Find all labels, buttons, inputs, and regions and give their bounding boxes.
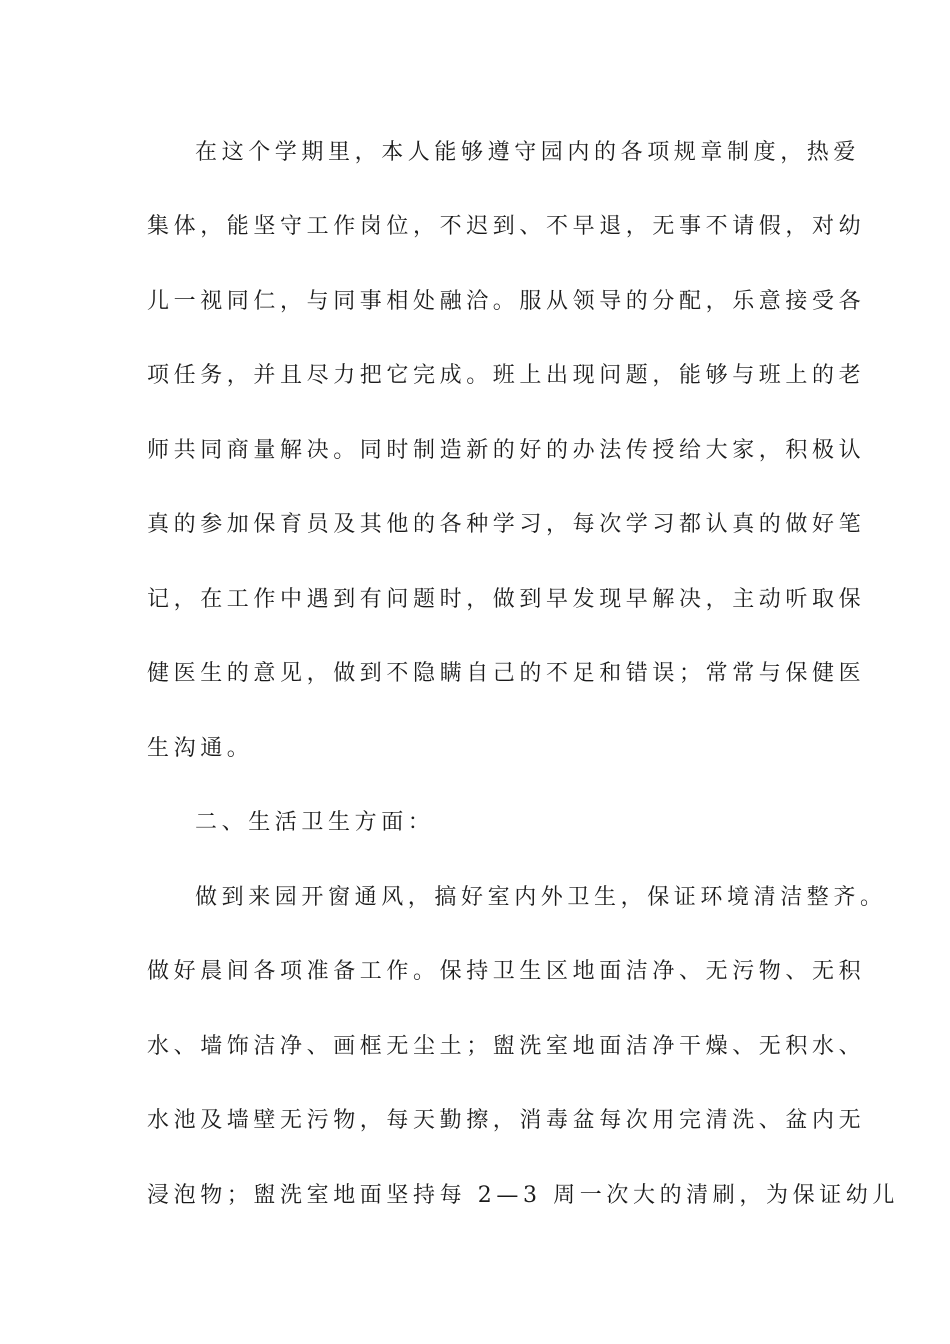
paragraph-2-line-2: 做好晨间各项准备工作。保持卫生区地面洁净、无污物、无积 (147, 959, 866, 984)
paragraph-1-line-5: 师共同商量解决。同时制造新的好的办法传授给大家，积极认 (147, 438, 866, 463)
section-heading: 二、生活卫生方面： (195, 810, 435, 835)
paragraph-2-line-5: 浸泡物；盥洗室地面坚持每 2—3 周一次大的清刷，为保证幼儿 (147, 1183, 899, 1208)
paragraph-1-line-3: 儿一视同仁，与同事相处融洽。服从领导的分配，乐意接受各 (147, 289, 866, 314)
paragraph-2-line-1: 做到来园开窗通风，搞好室内外卫生，保证环境清洁整齐。 (195, 885, 887, 910)
paragraph-1-line-2: 集体，能坚守工作岗位，不迟到、不早退，无事不请假，对幼 (147, 214, 866, 239)
paragraph-1-line-7: 记，在工作中遇到有问题时，做到早发现早解决，主动听取保 (147, 587, 866, 612)
paragraph-1-line-8: 健医生的意见，做到不隐瞒自己的不足和错误；常常与保健医 (147, 661, 866, 686)
paragraph-2-line-4: 水池及墙壁无污物，每天勤擦，消毒盆每次用完清洗、盆内无 (147, 1108, 866, 1133)
paragraph-1-line-4: 项任务，并且尽力把它完成。班上出现问题，能够与班上的老 (147, 363, 866, 388)
paragraph-1-line-9: 生沟通。 (147, 736, 254, 761)
paragraph-1-line-1: 在这个学期里，本人能够遵守园内的各项规章制度，热爱 (195, 140, 861, 165)
paragraph-2-line-3: 水、墙饰洁净、画框无尘土；盥洗室地面洁净干燥、无积水、 (147, 1034, 866, 1059)
paragraph-1-line-6: 真的参加保育员及其他的各种学习，每次学习都认真的做好笔 (147, 512, 866, 537)
